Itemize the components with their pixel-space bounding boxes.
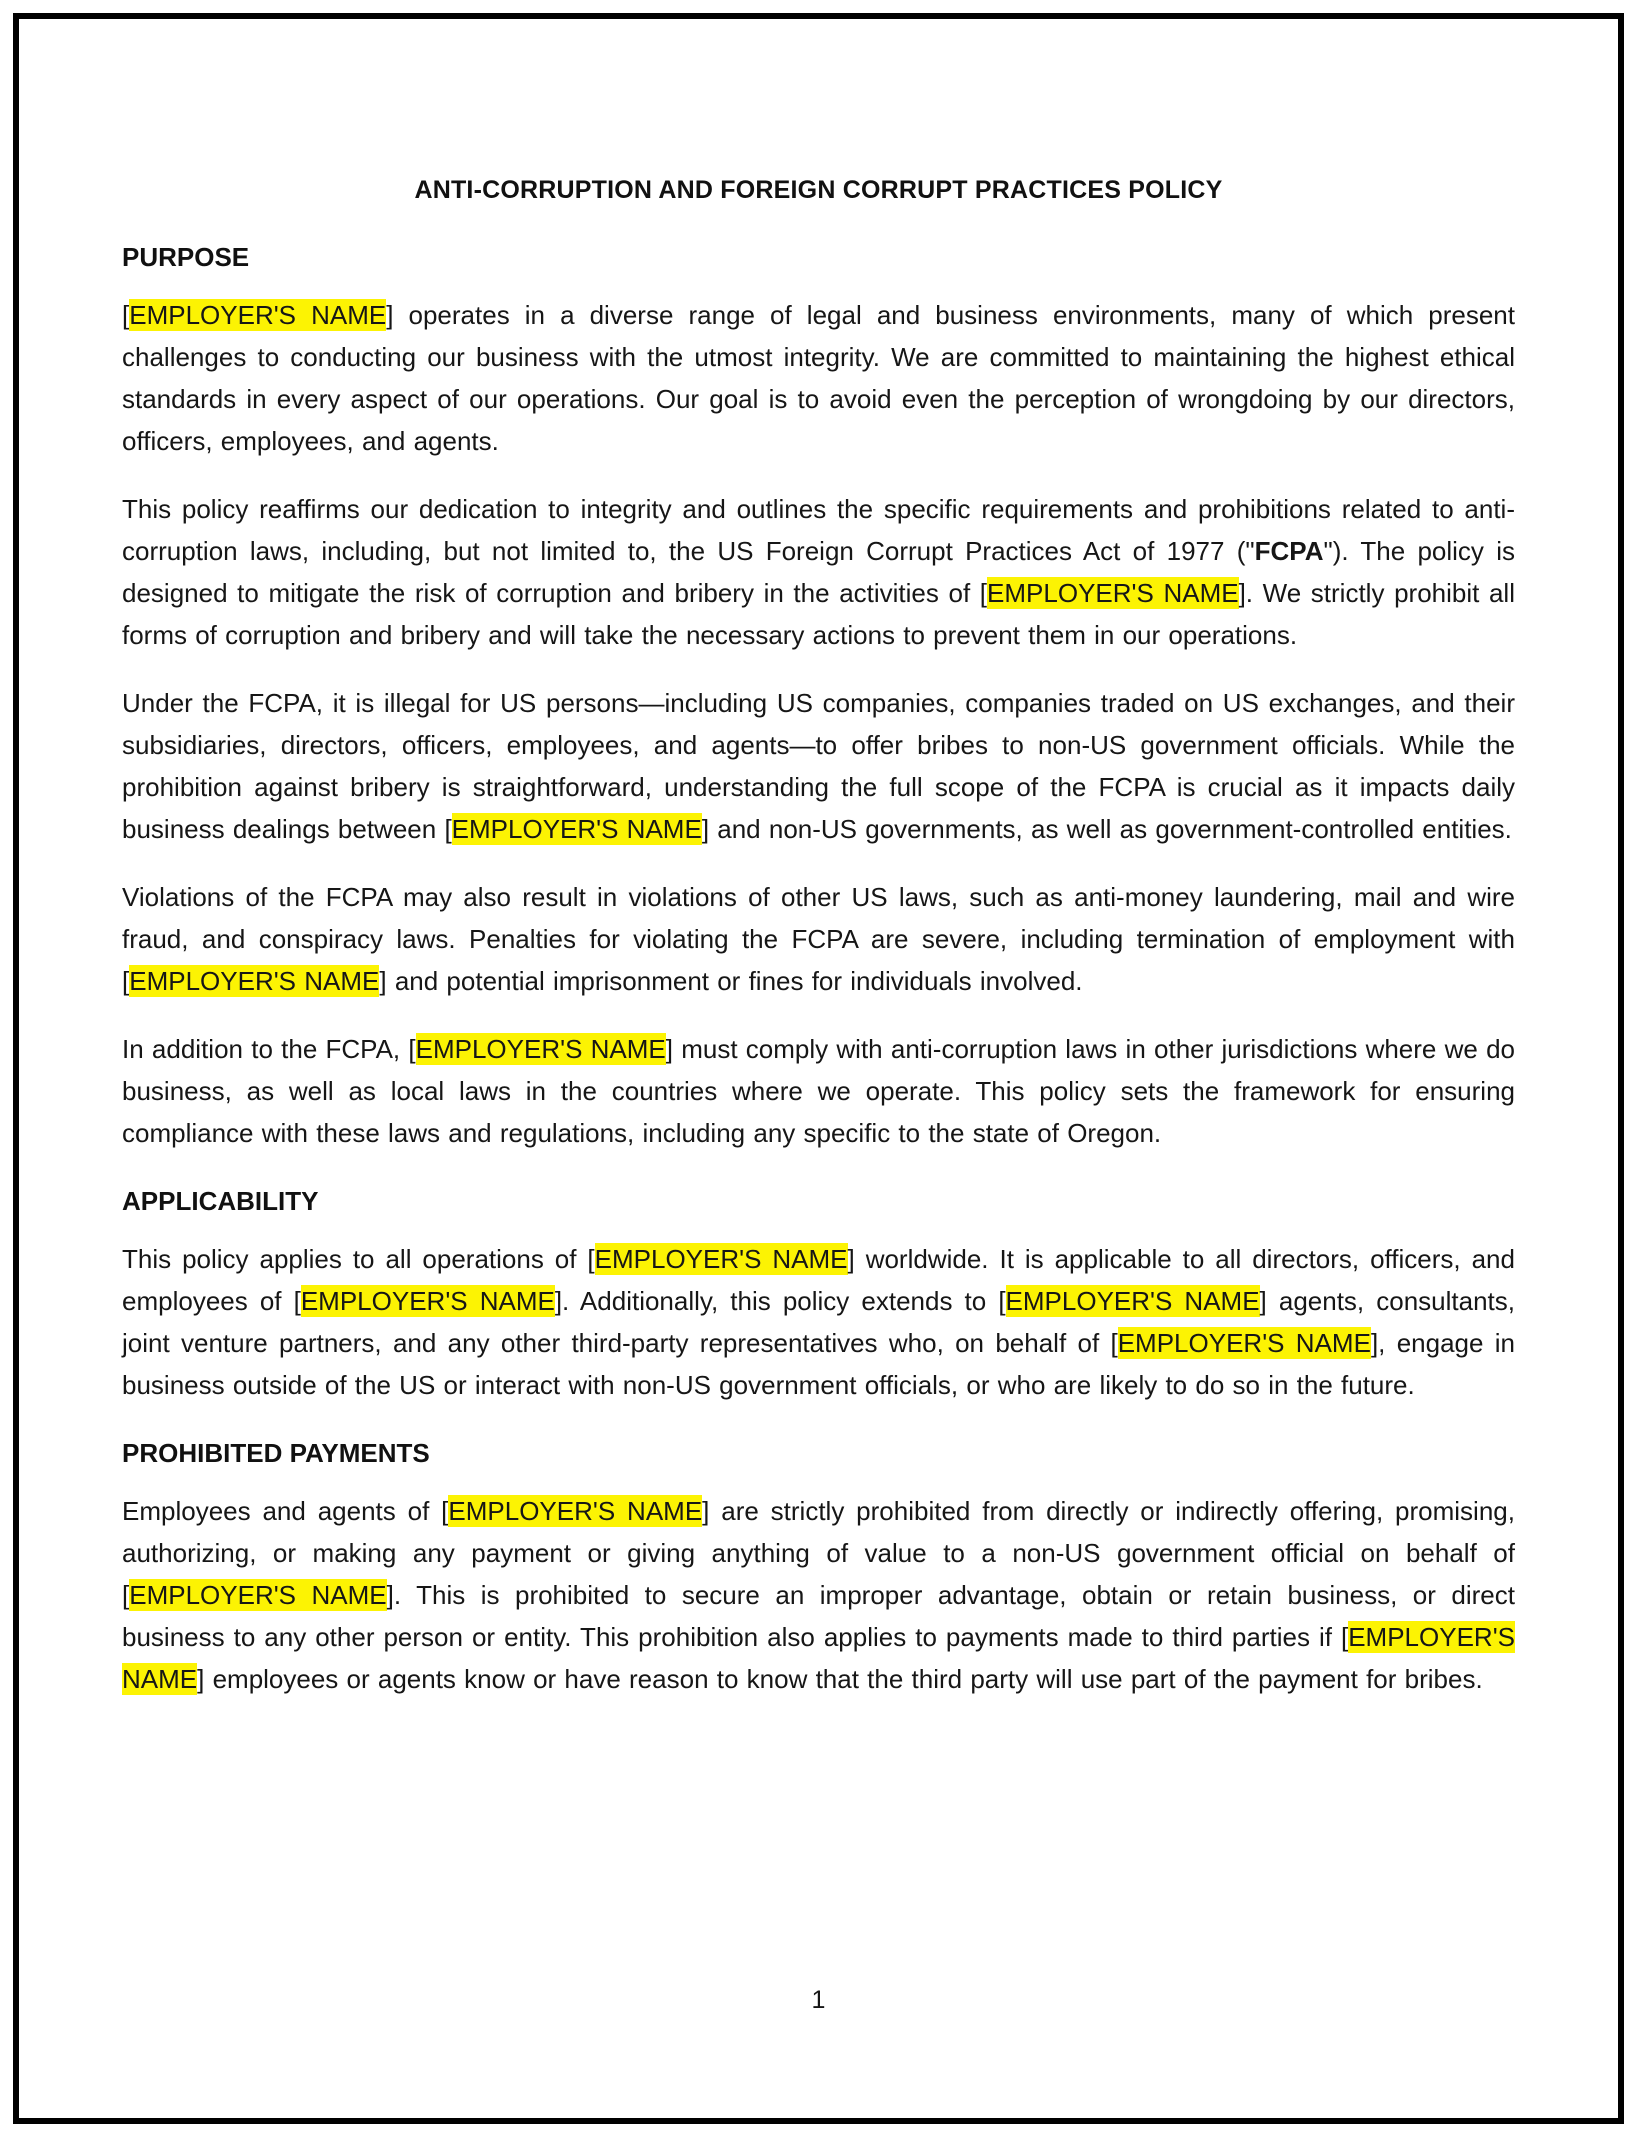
text-run: ]. We strictly prohibit all forms of corruption and bribery and will take the necessary actions to prevent them in our operations. [122, 578, 1515, 650]
employer-name-placeholder: EMPLOYER'S NAME [987, 578, 1239, 608]
employer-name-placeholder: EMPLOYER'S NAME [594, 1244, 848, 1274]
text-run: ] agents, consultants, joint venture partners, and any other third-party representatives who, on behalf of [ [122, 1286, 1515, 1358]
paragraph [122, 682, 1515, 850]
text-run: ] worldwide. It is applicable to all directors, officers, and employees of [ [122, 1244, 1515, 1316]
text-run: FCPA [1254, 536, 1324, 566]
paragraph [122, 1028, 1515, 1154]
text-run: This policy reaffirms our dedication to integrity and outlines the specific requirements and prohibitions related to anti-corruption laws, including, but not limited to, the US Foreign Corrupt Practices Act of 1977 (" [122, 494, 1515, 566]
text-run: ] and potential imprisonment or fines for individuals involved. [379, 966, 1083, 996]
text-run: Under the FCPA, it is illegal for US persons—including US companies, companies traded on US exchanges, and their subsidiaries, directors, officers, employees, and agents—to offer bribes to non-US government officials. While the prohibition against bribery is straightforward, understanding the full scope of the FCPA is crucial as it impacts daily business dealings between [ [122, 688, 1515, 844]
text-run: ] employees or agents know or have reason to know that the third party will use part of the payment for bribes. [197, 1664, 1483, 1694]
document-content [122, 236, 1515, 1700]
employer-name-placeholder: EMPLOYER'S NAME [1005, 1286, 1260, 1316]
paragraph [122, 488, 1515, 656]
section-heading: PURPOSE [122, 242, 250, 272]
text-run: ] must comply with anti-corruption laws in other jurisdictions where we do business, as well as local laws in the countries where we operate. This policy sets the framework for ensuring compliance with these laws and regulations, including any specific to the state of Oregon. [122, 1034, 1516, 1148]
employer-name-placeholder: EMPLOYER'S NAME [129, 300, 387, 330]
employer-name-placeholder: EMPLOYER'S NAME [448, 1496, 703, 1526]
employer-name-placeholder: EMPLOYER'S NAME [129, 1580, 387, 1610]
paragraph [122, 1238, 1515, 1406]
page-number: 1 [811, 1986, 826, 2014]
text-run: "). The policy is designed to mitigate the risk of corruption and bribery in the activities of [ [122, 536, 1515, 608]
text-run: ] are strictly prohibited from directly or indirectly offering, promising, authorizing, or making any payment or giving anything of value to a non-US government official on behalf of [ [122, 1496, 1515, 1610]
text-run: ], engage in business outside of the US or interact with non-US government officials, or who are likely to do so in the future. [122, 1328, 1516, 1400]
document-content-wrapper [122, 170, 1515, 1726]
employer-name-placeholder: EMPLOYER'S NAME [122, 1622, 1515, 1694]
employer-name-placeholder: EMPLOYER'S NAME [129, 966, 380, 996]
paragraph [122, 876, 1515, 1002]
text-run: ] operates in a diverse range of legal and business environments, many of which present challenges to conducting our business with the utmost integrity. We are committed to maintaining the highest ethical standards in every aspect of our operations. Our goal is to avoid even the perception of wrongdoing by our directors, officers, employees, and agents. [122, 300, 1515, 456]
text-run: This policy applies to all operations of [ [122, 1244, 595, 1274]
text-run: Employees and agents of [ [122, 1496, 449, 1526]
paragraph [122, 1490, 1515, 1700]
text-run: Violations of the FCPA may also result in violations of other US laws, such as anti-money laundering, mail and wire fraud, and conspiracy laws. Penalties for violating the FCPA are severe, including termination of employment with [ [122, 882, 1515, 996]
text-run: ] and non-US governments, as well as government-controlled entities. [701, 814, 1512, 844]
text-run: ]. This is prohibited to secure an improper advantage, obtain or retain business, or direct business to any other person or entity. This prohibition also applies to payments made to third parties if [ [122, 1580, 1515, 1652]
employer-name-placeholder: EMPLOYER'S NAME [415, 1034, 666, 1064]
section-heading: PROHIBITED PAYMENTS [122, 1438, 430, 1468]
document-title: ANTI-CORRUPTION AND FOREIGN CORRUPT PRACTICES POLICY [414, 176, 1223, 204]
paragraph [122, 294, 1515, 462]
text-run: In addition to the FCPA, [ [122, 1034, 416, 1064]
employer-name-placeholder: EMPLOYER'S NAME [451, 814, 702, 844]
text-run: ]. Additionally, this policy extends to [ [554, 1286, 1006, 1316]
section-heading: APPLICABILITY [122, 1186, 319, 1216]
employer-name-placeholder: EMPLOYER'S NAME [300, 1286, 555, 1316]
employer-name-placeholder: EMPLOYER'S NAME [1117, 1328, 1371, 1358]
text-run: [ [122, 300, 130, 330]
